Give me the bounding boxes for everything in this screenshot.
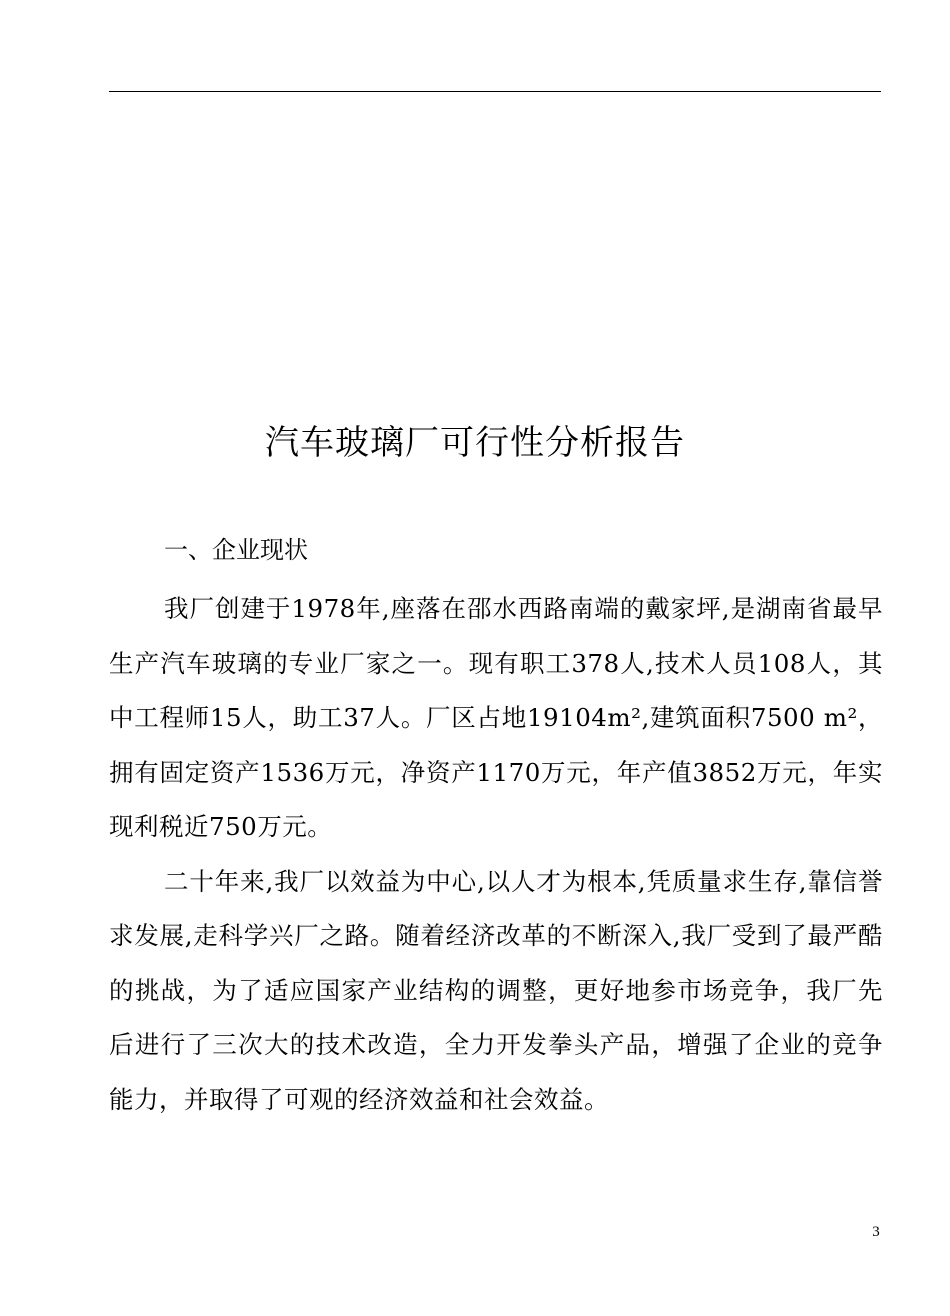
document-title: 汽车玻璃厂可行性分析报告 xyxy=(265,423,685,463)
header-rule xyxy=(109,91,881,92)
page-number: 3 xyxy=(872,1224,880,1240)
body-text xyxy=(109,582,883,1127)
section-heading: 一、企业现状 xyxy=(164,536,308,564)
paragraph-development-history: 二十年来,我厂以效益为中心,以人才为根本,凭质量求生存,靠信誉求发展,走科学兴厂之路。随着经济改革的不断深入,我厂受到了最严酷的挑战，为了适应国家产业结构的调整，更好地参市场竞争，我厂先后进行了三次大的技术改造，全力开发拳头产品，增强了企业的竞争能力，并取得了可观的经济效益和社会效益。 xyxy=(109,866,883,1114)
paragraph-company-overview: 我厂创建于1978年,座落在邵水西路南端的戴家坪,是湖南省最早生产汽车玻璃的专业厂家之一。现有职工378人,技术人员108人，其中工程师15人，助工37人。厂区占地19104m²,建筑面积7500 m²，拥有固定资产1536万元，净资产1170万元，年产值3852万元，年实现利税近750万元。 xyxy=(109,594,883,841)
